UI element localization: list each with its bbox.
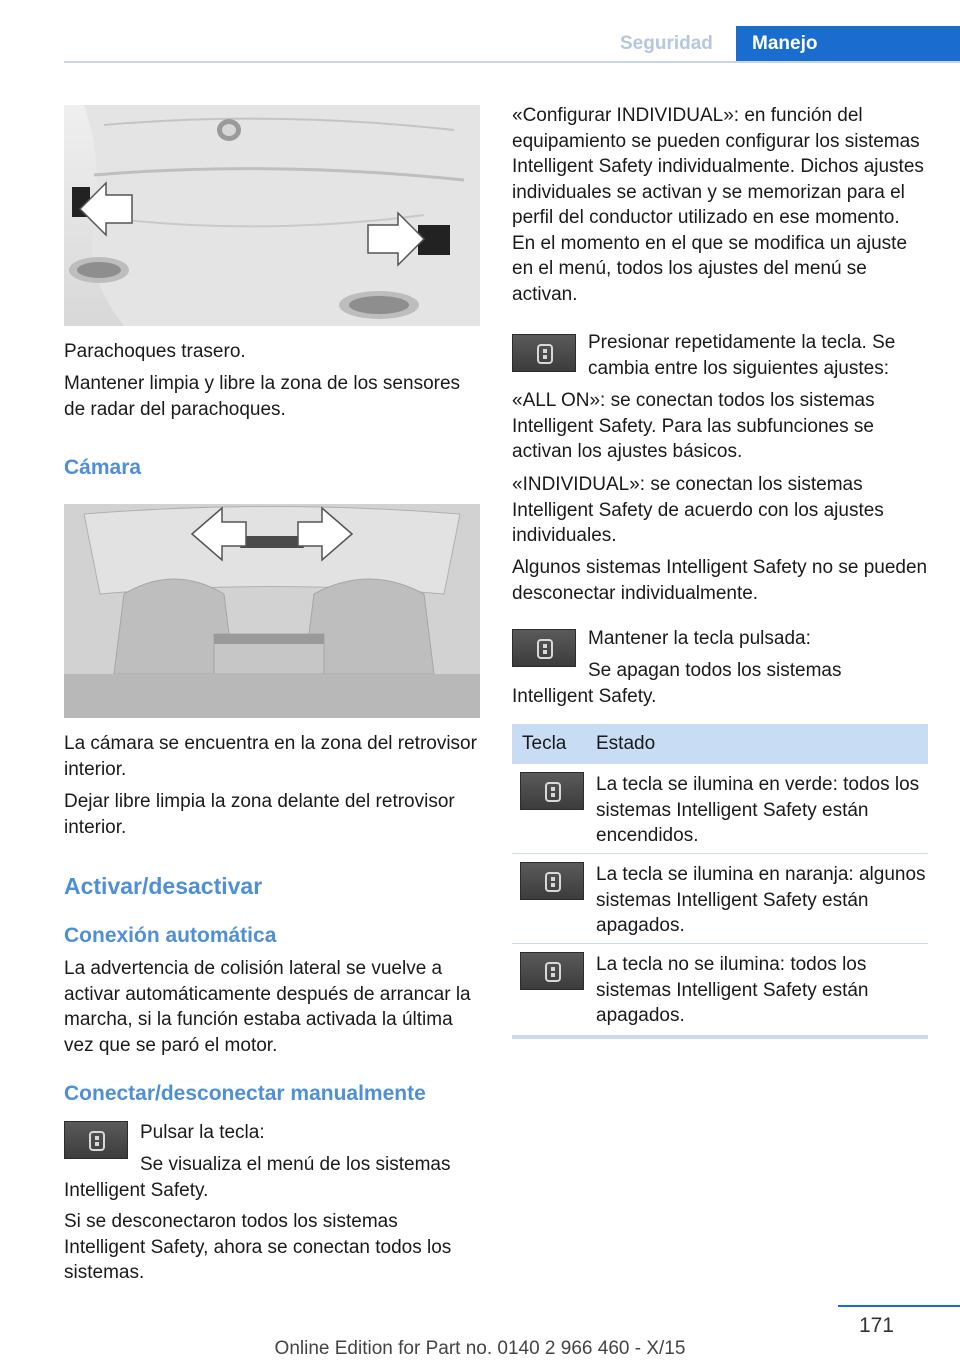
individual-text: «INDIVIDUAL»: se conectan los sistemas Intelligent Safety de acuerdo con los ajustes individuales. — [512, 474, 884, 546]
intelligent-safety-key-icon — [512, 334, 576, 372]
bumper-text: Mantener limpia y libre la zona de los sensores de radar del parachoques. — [64, 373, 461, 420]
page-number: 171 — [858, 1314, 894, 1337]
table-row-state: La tecla se ilumina en verde: todos los sistemas Intelligent Safety están encendidos. — [596, 774, 920, 846]
camera-text-2: Dejar libre limpia la zona delante del retrovisor interior. — [64, 791, 455, 838]
camera-housing — [240, 536, 304, 548]
table-row-state: La tecla no se ilumina: todos los sistemas Intelligent Safety están apagados. — [596, 954, 869, 1026]
col-state: Estado — [596, 733, 656, 754]
activate-heading: Activar/desactivar — [64, 873, 263, 899]
all-on-text: «ALL ON»: se conectan todos los sistemas Intelligent Safety. Para las subfunciones se activan los ajustes básicos. — [512, 390, 875, 462]
manual-text: Si se desconectaron todos los sistemas Intelligent Safety, ahora se conectan todos los sistemas. — [64, 1211, 452, 1283]
camera-text-1: La cámara se encuentra en la zona del retrovisor interior. — [64, 733, 477, 780]
config-individual-text: «Configurar INDIVIDUAL»: en función del equipamiento se pueden configurar los sistemas Intelligent Safety individualmente. Dichos ajustes individuales se activan y se memorizan para el perfil del conductor utilizado en ese momento. En el momento en el que se modifica un ajuste en el menú, todos los ajustes del menú se activan. — [512, 105, 924, 305]
camera-figure — [64, 504, 480, 718]
key-off-icon — [520, 952, 584, 990]
footer-divider — [838, 1305, 960, 1307]
header-chapter-tab: Manejo — [736, 26, 960, 62]
auto-text: La advertencia de colisión lateral se vuelve a activar automáticamente después de arrancar la marcha, si la función estaba activada la última vez que se paró el motor. — [64, 958, 471, 1056]
hold-key-text: Mantener la tecla pulsada: — [588, 628, 811, 649]
some-systems-text: Algunos sistemas Intelligent Safety no se pueden desconectar individualmente. — [512, 557, 928, 604]
manual-menu-text: Se visualiza el menú de los sistemas Intelligent Safety. — [64, 1154, 451, 1201]
key-orange-icon — [520, 862, 584, 900]
camera-heading: Cámara — [64, 456, 142, 479]
manual-heading: Conectar/desconectar manualmente — [64, 1082, 426, 1105]
rear-bumper-figure — [64, 105, 480, 326]
bumper-caption: Parachoques trasero. — [64, 341, 246, 362]
header-divider — [64, 61, 960, 63]
table-end-rule — [512, 1035, 928, 1039]
header-section-label: Seguridad — [620, 33, 713, 54]
auto-heading: Conexión automática — [64, 924, 277, 947]
manual-press-text: Pulsar la tecla: — [140, 1122, 265, 1143]
table-row-divider — [512, 853, 928, 854]
table-row-state: La tecla se ilumina en naranja: algunos sistemas Intelligent Safety están apagados. — [596, 864, 926, 936]
footer-edition: Online Edition for Part no. 0140 2 966 460 - X/15 — [274, 1338, 686, 1359]
press-repeat-text: Presionar repetidamente la tecla. Se cambia entre los siguientes ajustes: — [588, 332, 896, 379]
hold-result-text: Se apagan todos los sistemas Intelligent Safety. — [512, 660, 842, 707]
key-state-table-header — [512, 724, 928, 764]
table-row-divider — [512, 943, 928, 944]
col-key: Tecla — [522, 733, 567, 754]
key-green-icon — [520, 772, 584, 810]
